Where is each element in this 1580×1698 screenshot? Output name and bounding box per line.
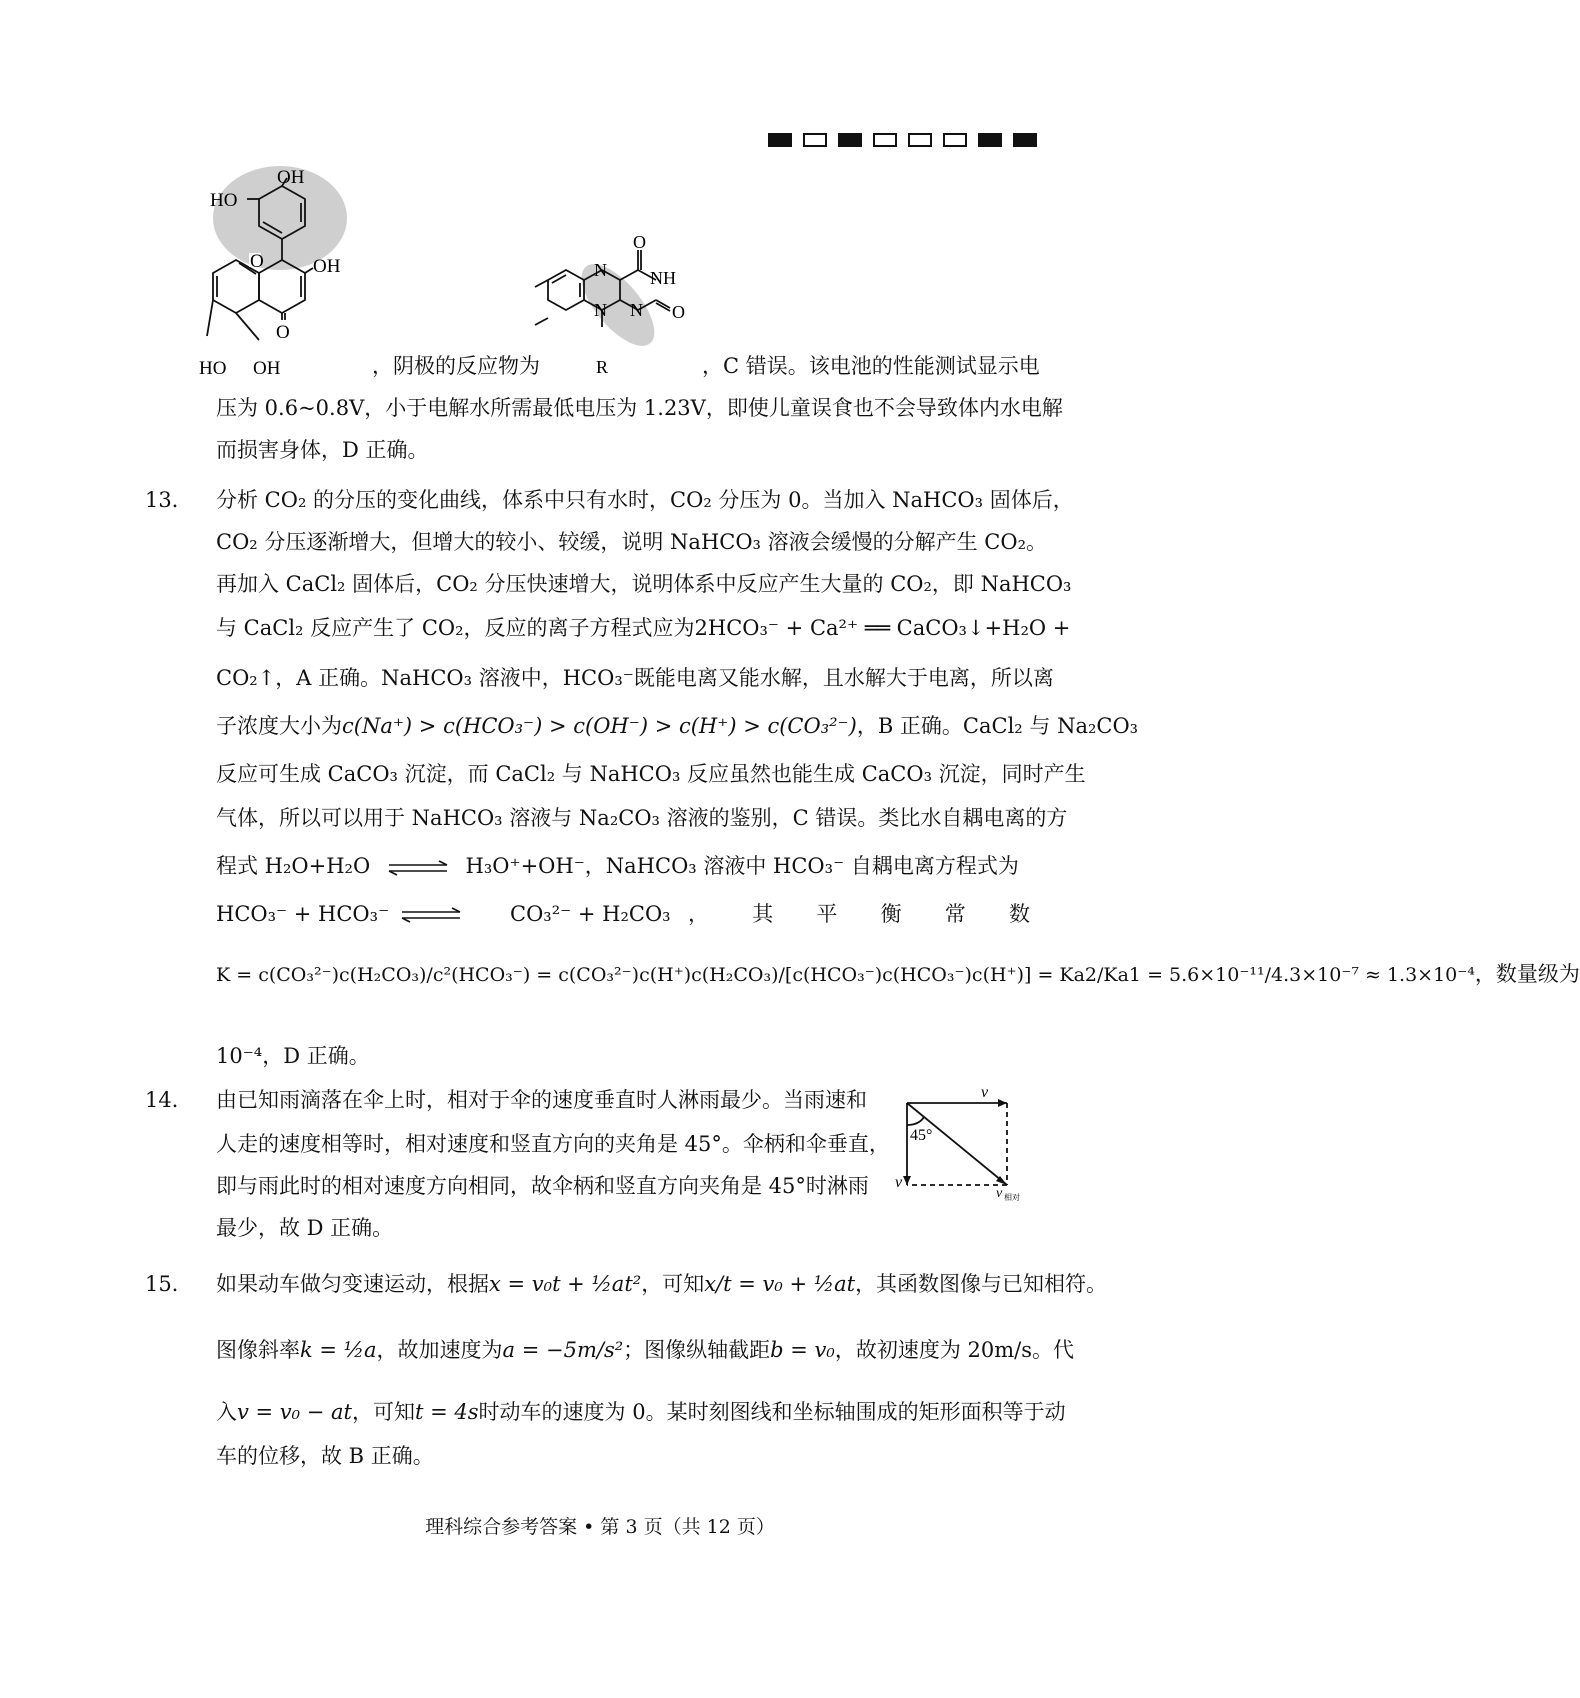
chem-label: N	[594, 300, 607, 320]
q15-text: 时动车的速度为 0。某时刻图线和坐标轴围成的矩形面积等于动	[478, 1400, 1066, 1424]
q13-line9	[216, 856, 1019, 877]
q13-water-autoionization: 程式 H₂O+H₂O	[216, 854, 371, 878]
q13-line3: 再加入 CaCl₂ 固体后，CO₂ 分压快速增大，说明体系中反应产生大量的 CO₂，即 NaHCO₃	[216, 572, 1072, 596]
q13-line9-rest: H₃O⁺+OH⁻，NaHCO₃ 溶液中 HCO₃⁻ 自耦电离方程式为	[465, 854, 1019, 878]
q15-eq-intercept: b = v₀	[770, 1338, 835, 1362]
q13-line10-words	[688, 904, 1030, 925]
q13-line7: 反应可生成 CaCO₃ 沉淀，而 CaCl₂ 与 NaHCO₃ 反应虽然也能生成 CaCO₃ 沉淀，同时产生	[216, 762, 1086, 786]
q12-line1b: ，C 错误。该电池的性能测试显示电	[702, 354, 1040, 378]
diagram-label: v	[981, 1084, 989, 1101]
q15-text: 图像斜率	[216, 1338, 300, 1362]
diagram-label: v	[895, 1174, 903, 1191]
diagram-angle-label: 45°	[910, 1127, 933, 1144]
q13-line6-text: 子浓度大小为	[216, 714, 342, 738]
chem-label: O	[250, 251, 264, 272]
q13-line5-text: CO₂↑，A 正确。NaHCO₃ 溶液中，	[216, 666, 563, 690]
q13-line10-rhs: CO₃²⁻ + H₂CO₃	[510, 902, 671, 926]
q15-eq-time: t = 4s	[415, 1400, 479, 1424]
q15-text: ，故初速度为 20m/s。代	[834, 1338, 1074, 1362]
q15-eq-displacement: x = v₀t + ½at²	[489, 1272, 642, 1296]
page-marker-squares	[768, 133, 1037, 147]
chem-label: HO	[210, 190, 238, 211]
q13-line10-lhs: HCO₃⁻ + HCO₃⁻	[216, 902, 390, 926]
chem-label: OH	[277, 167, 305, 188]
q14-line3: 即与雨此时的相对速度方向相同，故伞柄和竖直方向夹角是 45°时淋雨	[216, 1174, 869, 1198]
marker-empty	[803, 133, 827, 147]
diagram-label: v	[996, 1186, 1003, 1201]
chem-label: N	[594, 260, 607, 280]
marker-filled	[768, 133, 792, 147]
q13-line6	[216, 716, 1138, 737]
chem-label: O	[276, 322, 290, 343]
q13-concentration-order: c(Na⁺) > c(HCO₃⁻) > c(OH⁻) > c(H⁺) > c(CO₃²⁻)	[342, 714, 857, 738]
q15-text: ，可知	[641, 1272, 705, 1296]
chem-label: NH	[650, 268, 676, 288]
q15-text: ，可知	[352, 1400, 415, 1424]
q13-word: 其	[752, 902, 774, 926]
velocity-diagram	[895, 1085, 1030, 1200]
q15-text: ，其函数图像与已知相符。	[855, 1272, 1108, 1296]
q13-word: 平	[816, 902, 838, 926]
q15-number: 15．	[145, 1272, 193, 1296]
q14-number: 14．	[145, 1088, 193, 1112]
q13-number: 13．	[145, 488, 193, 512]
diagram-label-sub: 相对	[1004, 1193, 1020, 1202]
marker-filled	[1013, 133, 1037, 147]
flavin-structure	[530, 232, 710, 377]
equilibrium-arrow-icon	[400, 907, 462, 923]
q15-text: ；图像纵轴截距	[623, 1338, 771, 1362]
q12-line2: 压为 0.6~0.8V，小于电解水所需最低电压为 1.23V，即使儿童误食也不会导致体内水电解	[216, 396, 1063, 420]
q13-line12: 10⁻⁴，D 正确。	[216, 1044, 370, 1068]
q15-line2	[216, 1340, 1074, 1361]
q14-line2: 人走的速度相等时，相对速度和竖直方向的夹角是 45°。伞柄和伞垂直，	[216, 1132, 890, 1156]
q13-equilibrium-constant	[216, 964, 1580, 985]
chem-label: OH	[253, 358, 281, 379]
q13-line2: CO₂ 分压逐渐增大，但增大的较小、较缓，说明 NaHCO₃ 溶液会缓慢的分解产生 CO₂。	[216, 530, 1048, 554]
q15-eq-velocity: v = v₀ − at	[237, 1400, 352, 1424]
chem-label: R	[596, 357, 609, 377]
equilibrium-arrow-icon	[387, 860, 449, 876]
q13-k-tail: ，数量级为	[1474, 962, 1580, 986]
q14-line1: 由已知雨滴落在伞上时，相对于伞的速度垂直时人淋雨最少。当雨速和	[216, 1088, 867, 1112]
q13-line6-rest: ，B 正确。CaCl₂ 与 Na₂CO₃	[856, 714, 1139, 738]
q15-text: 入	[216, 1400, 237, 1424]
q13-k-expression: K = c(CO₃²⁻)c(H₂CO₃)/c²(HCO₃⁻) = c(CO₃²⁻)c(H⁺)c(H₂CO₃)/[c(HCO₃⁻)c(HCO₃⁻)c(H⁺)] = Ka2/Ka1 = 5.6×10⁻¹¹/4.3×10⁻⁷ ≈ 1.3×10⁻⁴	[216, 964, 1475, 986]
q15-text: ，故加速度为	[376, 1338, 503, 1362]
chem-label: HO	[199, 358, 227, 379]
marker-empty	[873, 133, 897, 147]
marker-empty	[943, 133, 967, 147]
marker-filled	[978, 133, 1002, 147]
chem-label: N	[630, 300, 643, 320]
q13-line4	[216, 618, 1070, 639]
chem-label: O	[672, 302, 685, 322]
q15-text: 如果动车做匀变速运动，根据	[216, 1272, 489, 1296]
q12-line3: 而损害身体，D 正确。	[216, 438, 429, 462]
q15-line4: 车的位移，故 B 正确。	[216, 1444, 434, 1468]
q15-eq-slope: k = ½a	[300, 1338, 377, 1362]
q13-word: 常	[944, 902, 966, 926]
q13-line1: 分析 CO₂ 的分压的变化曲线，体系中只有水时，CO₂ 分压为 0。当加入 NaHCO₃ 固体后，	[216, 488, 1074, 512]
q13-line4-text: 与 CaCl₂ 反应产生了 CO₂，反应的离子方程式应为	[216, 616, 695, 640]
q13-line5-rest: 既能电离又能水解，且水解大于电离，所以离	[633, 666, 1054, 690]
chem-label: OH	[313, 256, 341, 277]
q12-line1a: ，阴极的反应物为	[372, 354, 540, 378]
quercetin-structure	[199, 167, 365, 380]
chem-label: O	[633, 232, 646, 252]
marker-empty	[908, 133, 932, 147]
q13-bicarbonate: HCO₃⁻	[562, 666, 634, 690]
marker-filled	[838, 133, 862, 147]
q13-ionic-equation: 2HCO₃⁻ + Ca²⁺ ══ CaCO₃↓+H₂O +	[694, 616, 1071, 640]
q15-eq-acceleration: a = −5m/s²	[502, 1338, 624, 1362]
q13-line8: 气体，所以可以用于 NaHCO₃ 溶液与 Na₂CO₃ 溶液的鉴别，C 错误。类比水自耦电离的方	[216, 806, 1068, 830]
q13-word: ，	[688, 902, 709, 926]
page-footer: 理科综合参考答案 • 第 3 页（共 12 页）	[425, 1516, 775, 1538]
q13-word: 数	[1008, 902, 1030, 926]
q15-line1	[216, 1274, 1107, 1295]
q15-line3	[216, 1402, 1066, 1423]
q15-eq-average-velocity: x/t = v₀ + ½at	[704, 1272, 856, 1296]
q14-line4: 最少，故 D 正确。	[216, 1216, 394, 1240]
q13-line5	[216, 668, 1054, 689]
q13-word: 衡	[880, 902, 902, 926]
